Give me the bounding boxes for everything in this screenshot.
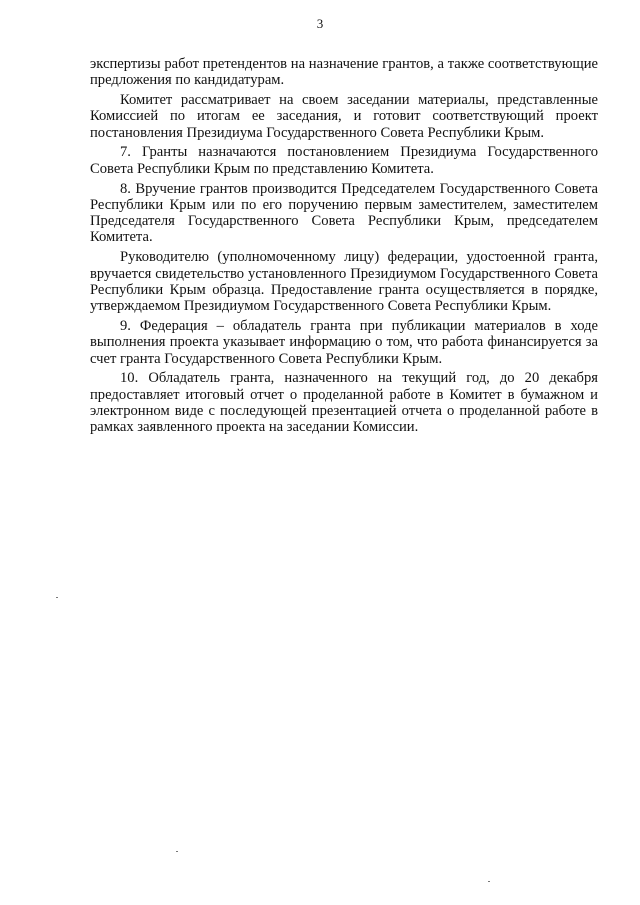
paragraph-certificate: Руководителю (уполномоченному лицу) федерации, удостоенной гранта, вручается свидетельство установленного Президиумом Государственного Совета Республики Крым образца. Предоставление гранта осуществляется в порядке, утверждаемом Президиумом Государственного Совета Республики Крым.	[90, 249, 598, 315]
paragraph-continuation: экспертизы работ претендентов на назначение грантов, а также соответствующие предложения по кандидатурам.	[90, 56, 598, 89]
paragraph-item-9: 9. Федерация – обладатель гранта при публикации материалов в ходе выполнения проекта указывает информацию о том, что работа финансируется за счет гранта Государственного Совета Республики Крым.	[90, 317, 598, 367]
paragraph-item-7: 7. Гранты назначаются постановлением Президиума Государственного Совета Республики Крым по представлению Комитета.	[90, 144, 598, 177]
page-number: 3	[316, 16, 324, 31]
scan-speck	[56, 597, 58, 598]
paragraph-item-10: 10. Обладатель гранта, назначенного на текущий год, до 20 декабря предоставляет итоговый отчет о проделанной работе в Комитет в бумажном и электронном виде с последующей презентацией отчета о проделанной работе в рамках заявленного проекта на заседании Комиссии.	[90, 370, 598, 436]
paragraph-item-8: 8. Вручение грантов производится Председателем Государственного Совета Республики Крым или по его поручению первым заместителем, заместителем Председателя Государственного Совета Республики Крым, председателем Комитета.	[90, 180, 598, 246]
scan-speck	[176, 851, 178, 852]
document-body	[90, 56, 598, 439]
paragraph-committee-review: Комитет рассматривает на своем заседании материалы, представленные Комиссией по итогам ее заседания, и готовит соответствующий проект постановления Президиума Государственного Совета Республики Крым.	[90, 92, 598, 141]
scan-speck	[488, 881, 490, 882]
